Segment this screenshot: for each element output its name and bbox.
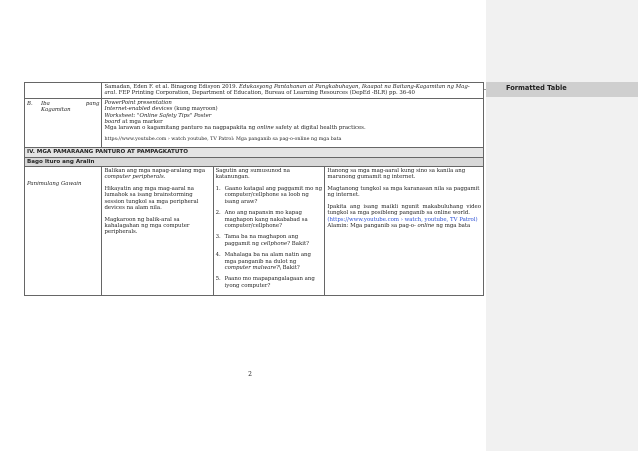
reference-cell bbox=[102, 83, 484, 99]
col2-p2: Hikayatin ang mga mag-aaral na lumahok sa isang brainstorming session tungkol sa mga peripheral devices na alam nila. bbox=[104, 185, 199, 212]
iba-content-cell bbox=[102, 98, 484, 147]
iba-label-b: B. bbox=[27, 100, 33, 107]
question-text: Tama ba na maghapon ang paggamit ng bbox=[224, 234, 299, 247]
question-list bbox=[216, 186, 323, 289]
panimulang-col3 bbox=[213, 167, 325, 296]
iba-label-kagamitan: Kagamitan bbox=[41, 107, 71, 114]
question-item bbox=[216, 276, 323, 289]
panimulang-col2 bbox=[102, 167, 213, 296]
iba-line-internet: Internet-enabled devices bbox=[104, 106, 173, 113]
question-text-end: ?\ Bakit? bbox=[276, 264, 300, 271]
question-item bbox=[216, 186, 323, 205]
col4-p3-italic: online bbox=[417, 222, 435, 229]
question-item bbox=[216, 210, 323, 229]
question-text: Gaano katagal ang paggamit mo ng computer/cellphone sa loob ng isang araw? bbox=[224, 185, 323, 205]
question-number: 1. bbox=[215, 185, 221, 192]
iba-line-worksheet: Worksheet: "Online Safety Tips" Poster bbox=[104, 112, 212, 119]
comment-margin bbox=[486, 0, 638, 451]
comment-connector bbox=[484, 89, 486, 90]
bago-ituro-title: Bago Ituro ang Aralin bbox=[25, 157, 484, 166]
iba-label-iba: Iba bbox=[41, 100, 50, 107]
col4-p3-c: ng mga bata bbox=[434, 222, 471, 229]
reference-text: Samadan, Eden F. et al. Binagong Edisyon 2019. bbox=[104, 84, 239, 90]
col2-p1-italic: computer peripherals. bbox=[104, 174, 166, 181]
panimulang-label-cell bbox=[25, 167, 102, 296]
reference-title: Edukasyong Pantahanan at Pangkabuhayan, Ikaapat na Baitang-Kagamitan ng Mag-aral. bbox=[104, 84, 470, 97]
col4-p2: Magtanong tungkol sa mga karanasan nila sa paggamit ng internet. bbox=[327, 185, 480, 199]
col4-video-link[interactable]: (https://www.youtube.com › watch, youtube, TV Patrol) bbox=[327, 216, 478, 223]
iba-label-cell bbox=[25, 98, 102, 147]
col4-p1: Itanong sa mga mag-aaral kung sino sa kanila ang marunong gumamit ng internet. bbox=[327, 168, 466, 181]
bago-ituro-row bbox=[25, 157, 484, 166]
iba-line-larawan-suffix: safety at digital health practices. bbox=[273, 125, 366, 132]
iba-url-line[interactable]: https://www.youtube.com › watch youtube, TV Patrol: Mga panganib sa pag-o-online ng mga bata bbox=[104, 136, 342, 142]
iba-pang-kagamitan-row bbox=[25, 98, 484, 147]
question-text-italic: computer malware bbox=[224, 264, 277, 271]
iba-line-ppt: PowerPoint presentation bbox=[104, 99, 172, 106]
col3-intro: Sagutin ang sumusunod na katanungan. bbox=[215, 168, 290, 181]
reference-row bbox=[25, 83, 484, 99]
question-text: Ano ang napansin mo kapag maghapon kang nakababad sa computer/cellphone? bbox=[224, 210, 308, 229]
reference-publisher: FEP Printing Corporation, Department of Education, Bureau of Learning Resources (DepEd -BLR) pp. 36-40 bbox=[116, 90, 415, 97]
reference-label-cell bbox=[25, 83, 102, 99]
question-number: 2. bbox=[215, 210, 221, 217]
iba-label-pang: pang bbox=[85, 100, 100, 107]
question-text: Paano mo mapapangalagaan ang iyong computer? bbox=[224, 276, 315, 289]
question-item bbox=[216, 234, 323, 247]
section-iv-title: IV. MGA PAMARAANG PANTURO AT PAMPAGKATUTO bbox=[25, 148, 484, 157]
col2-p1: Balikan ang mga napag-aralang mga bbox=[104, 168, 206, 175]
question-number: 5. bbox=[215, 276, 221, 283]
iba-line-larawan: Mga larawan o kagamitang panturo na nagpapakita ng bbox=[104, 125, 257, 132]
page-number: 2 bbox=[248, 371, 252, 378]
question-text-italic: cellphone bbox=[260, 240, 288, 247]
panimulang-col4 bbox=[325, 167, 484, 296]
section-iv-row bbox=[25, 148, 484, 157]
iba-line-larawan-online: online bbox=[256, 125, 274, 132]
question-number: 4. bbox=[215, 252, 221, 259]
iba-line-board: board bbox=[104, 119, 121, 126]
panimulang-label: Panimulang Gawain bbox=[27, 181, 82, 188]
col2-p3: Magkaroon ng balik-aral sa kahalagahan ng mga computer peripherals. bbox=[104, 216, 190, 236]
col4-p3-b: Alamin: Mga panganib sa pag-o- bbox=[327, 222, 418, 229]
panimulang-gawain-row bbox=[25, 167, 484, 296]
iba-line-board-suffix: at mga marker bbox=[120, 119, 163, 126]
question-text: Mahalaga ba na alam natin ang mga panganib na dulot ng bbox=[224, 252, 311, 265]
question-number: 3. bbox=[215, 234, 221, 241]
iba-line-internet-suffix: (kung mayroon) bbox=[172, 106, 218, 113]
question-text-end: ? Bakit? bbox=[287, 240, 310, 247]
col4-p3: Ipakita ang isang maikli ngunit makabuluhang video tungkol sa mga posibleng panganib sa online world. bbox=[327, 203, 481, 217]
question-item bbox=[216, 252, 323, 271]
comment-label: Formatted Table bbox=[506, 84, 567, 92]
lesson-plan-table bbox=[24, 82, 484, 296]
